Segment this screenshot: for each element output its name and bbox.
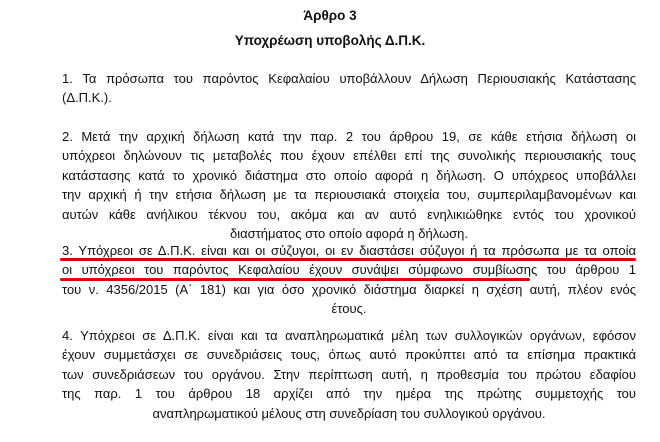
paragraph-line: διαστήματος στο οποίο αφορά η δήλωση. — [229, 226, 469, 242]
paragraph-line: υπόχρεοι δηλώνουν τις μεταβολές που έχουν επέλθει επί της συνολικής περιουσιακής τους — [62, 148, 636, 164]
paragraph-line: την αρχική ή την ετήσια δήλωση με τα περιουσιακά στοιχεία του, συμπεριλαμβανομένων και — [62, 187, 636, 203]
red-underline-mark — [60, 258, 636, 261]
paragraph-line: 2. Μετά την αρχική δήλωση κατά την παρ. 2 του άρθρου 19, σε κάθε ετήσια δήλωση οι — [62, 129, 636, 144]
paragraph-line: έχουν συμμετάσχει σε συνεδριάσεις τους, όπως αυτό προκύπτει από τα επίσημα πρακτικά — [62, 347, 636, 363]
paragraph-line: της παρ. 1 του άρθρου 18 αρχίζει από την ημέρα της πρώτης συμμετοχής του — [62, 386, 636, 402]
paragraph-2 — [62, 127, 636, 243]
article-title: Υποχρέωση υποβολής Δ.Π.Κ. — [234, 33, 426, 48]
paragraph-line: 3. Υπόχρεοι σε Δ.Π.Κ. είναι και οι σύζυγοι, οι εν διαστάσει σύζυγοι ή τα πρόσωπα με τα οποία — [62, 243, 636, 258]
paragraph-line: των συνεδριάσεων του οργάνου. Στην περίπτωση αυτή, η προθεσμία του πρώτου εδαφίου — [62, 366, 636, 382]
paragraph-4 — [62, 326, 636, 423]
paragraph-line: έτους. — [331, 301, 367, 317]
paragraph-line: αναπληρωματικού μέλους στη συνεδρίαση του συλλογικού οργάνου. — [152, 405, 546, 421]
article-number: Άρθρο 3 — [303, 8, 357, 23]
red-underline-mark — [60, 278, 530, 281]
paragraph-line: οι υπόχρεοι του παρόντος Κεφαλαίου έχουν συνάψει σύμφωνο συμβίωσης του άρθρου 1 — [62, 262, 636, 278]
paragraph-1 — [62, 69, 636, 108]
paragraph-line: κατάστασης κατά το χρονικό διάστημα στο οποίο αφορά η δήλωση. Ο υπόχρεος υποβάλλει — [62, 167, 636, 183]
paragraph-line: 1. Τα πρόσωπα του παρόντος Κεφαλαίου υποβάλλουν Δήλωση Περιουσιακής Κατάστασης — [62, 71, 636, 86]
paragraph-line: 4. Υπόχρεοι σε Δ.Π.Κ. είναι και τα αναπληρωματικά μέλη των συλλογικών οργάνων, εφόσον — [62, 328, 636, 343]
paragraph-line: (Δ.Π.Κ.). — [62, 90, 112, 106]
paragraph-line: του ν. 4356/2015 (Α΄ 181) και για όσο χρονικό διάστημα διαρκεί η σχέση αυτή, πλέον ενός — [62, 281, 636, 297]
paragraph-line: αυτών κάθε ανήλικου τέκνου του, ακόμα και αν αυτό ενηλικιώθηκε εντός του χρονικού — [62, 206, 636, 222]
